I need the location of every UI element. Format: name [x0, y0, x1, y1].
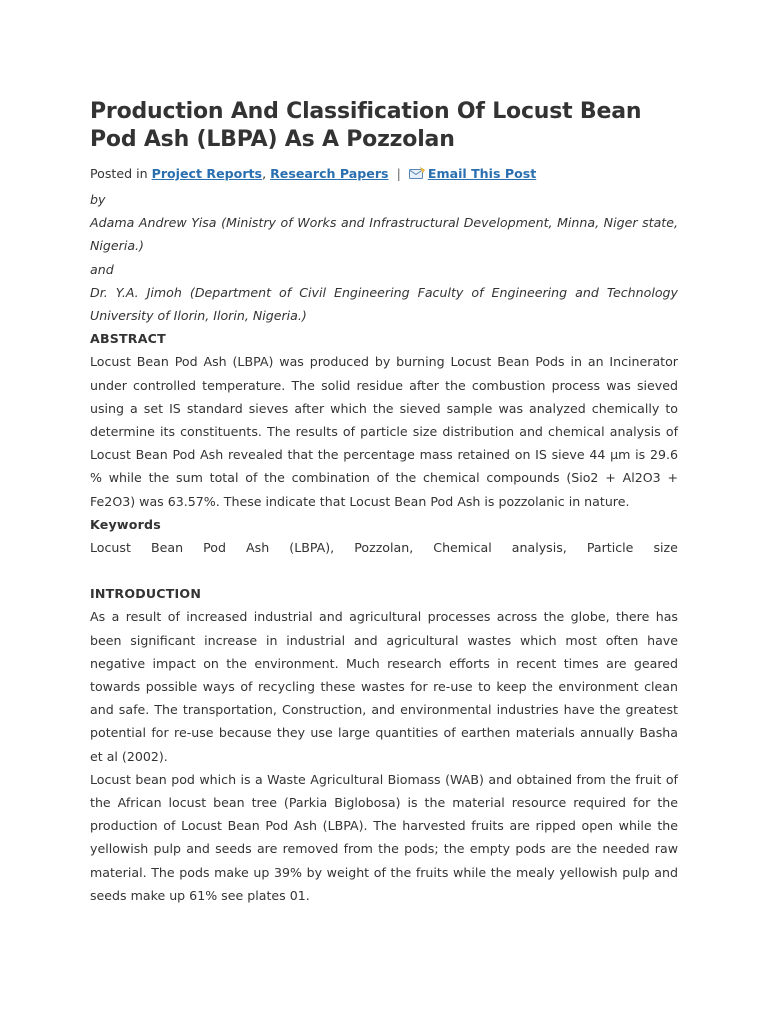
category-comma: , [262, 166, 267, 181]
keyword-word: size [653, 540, 678, 556]
keyword-word: Pod [203, 540, 226, 556]
posted-in-label: Posted in [90, 166, 148, 181]
keyword-word: Particle [586, 540, 634, 556]
byline-and: and [90, 261, 114, 277]
abstract-heading: ABSTRACT [90, 331, 166, 347]
keyword-word: Ash [246, 540, 270, 556]
byline-author1: Adama Andrew Yisa (Ministry of Works and Infrastructural Development, Minna, Niger state, Nigeria.) [90, 215, 678, 254]
keyword-word: Locust [90, 540, 131, 556]
keywords-heading: Keywords [90, 516, 161, 532]
meta-separator: | [396, 166, 401, 181]
byline-by: by [90, 192, 106, 207]
category-link-research-papers[interactable]: Research Papers [270, 166, 389, 181]
article [90, 98, 678, 907]
post-meta [90, 164, 678, 184]
byline-author2: Dr. Y.A. Jimoh (Department of Civil Engineering Faculty of Engineering and Technology University of Ilorin, Ilorin, Nigeria.) [90, 284, 678, 324]
introduction-paragraph-1: As a result of increased industrial and agricultural processes across the globe, there has been significant increase in industrial and agricultural wastes which most often have negative impact on the environment. Much research efforts in recent times are geared towards possible ways of recycling these wastes for re-use to keep the environment clean and safe. The transportation, Construction, and environmental industries have the greatest potential for re-use because they use large quantities of earthen materials annually Basha et al (2002). [90, 609, 678, 764]
category-link-project-reports[interactable]: Project Reports [151, 166, 263, 181]
keyword-word: Pozzolan, [354, 540, 414, 556]
keywords-list [90, 536, 678, 559]
article-title: Production And Classification Of Locust Bean Pod Ash (LBPA) As A Pozzolan [90, 99, 642, 152]
keyword-word: Bean [150, 540, 184, 556]
introduction-paragraph-2: Locust bean pod which is a Waste Agricultural Biomass (WAB) and obtained from the fruit of the African locust bean tree (Parkia Biglobosa) is the material resource required for the production of Locust Bean Pod Ash (LBPA). The harvested fruits are ripped open while the yellowish pulp and seeds are removed from the pods; the empty pods are the needed raw material. The pods make up 39% by weight of the fruits while the mealy yellowish pulp and seeds make up 61% see plates 01. [90, 771, 678, 903]
mail-icon[interactable] [409, 167, 425, 180]
keyword-word: (LBPA), [289, 540, 335, 556]
keyword-word: Chemical [433, 540, 492, 556]
abstract-text: Locust Bean Pod Ash (LBPA) was produced by burning Locust Bean Pods in an Incinerator under controlled temperature. The solid residue after the combustion process was sieved using a set IS standard sieves after which the sieved sample was analyzed chemically to determine its constituents. The results of particle size distribution and chemical analysis of Locust Bean Pod Ash revealed that the percentage mass retained on IS sieve 44 µm is 29.6 % while the sum total of the combination of the chemical compounds (Sio2 + Al2O3 + Fe2O3) was 63.57%. These indicate that Locust Bean Pod Ash is pozzolanic in nature. [90, 354, 678, 509]
email-post-link[interactable]: Email This Post [427, 166, 537, 181]
keyword-word: analysis, [511, 540, 567, 556]
introduction-heading: INTRODUCTION [90, 586, 202, 602]
